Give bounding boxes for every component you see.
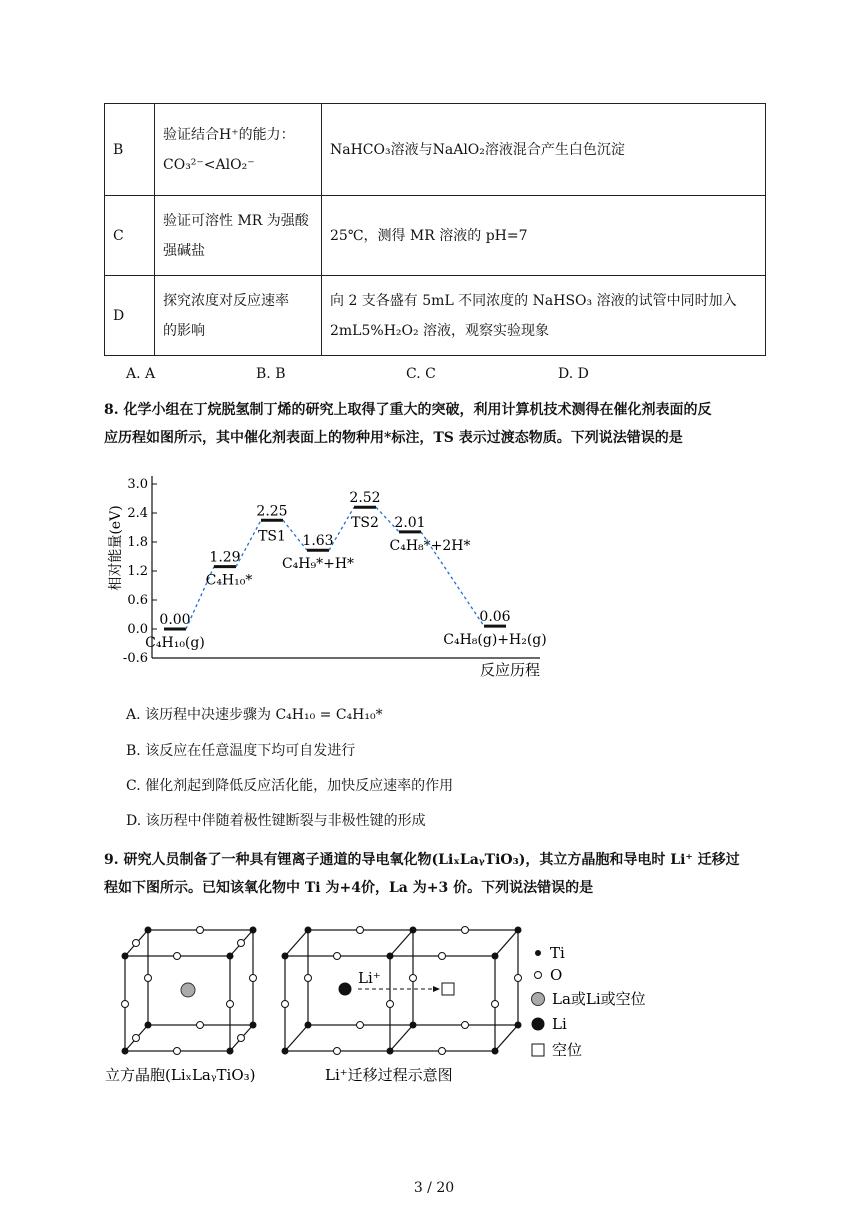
q8-stem: 8. 化学小组在丁烷脱氢制丁烯的研究上取得了重大的突破，利用计算机技术测得在催化剂表面的反 应历程如图所示，其中催化剂表面上的物种用*标注，TS 表示过渡态物质。下列说法错误的是 xyxy=(104,402,712,446)
q9-stem: 9. 研究人员制备了一种具有锂离子通道的导电氧化物(LiₓLaᵧTiO₃)，其立方晶胞和导电时 Li⁺ 迁移过 程如下图所示。已知该氧化物中 Ti 为+4价，La 为+3 价。下列说法错误的是 xyxy=(104,852,740,896)
caption-left: 立方晶胞(LiₓLaᵧTiO₃) xyxy=(105,1066,256,1084)
li-label: Li⁺ xyxy=(358,969,381,987)
choice-b[interactable]: B. B xyxy=(256,366,286,382)
table-row xyxy=(105,104,766,196)
row-purpose: 探究浓度对反应速率 的影响 xyxy=(155,276,322,356)
chart-marks xyxy=(145,490,547,651)
row-operation: NaHCO₃溶液与NaAlO₂溶液混合产生白色沉淀 xyxy=(322,104,766,196)
page-number: 3 / 20 xyxy=(413,1180,455,1196)
y-tick-label: 1.8 xyxy=(127,535,148,550)
row-label: B xyxy=(105,104,155,196)
legend-o: O xyxy=(550,966,563,984)
li-ion xyxy=(339,983,352,996)
energy-value-label: 1.29 xyxy=(209,549,241,566)
table-row xyxy=(105,196,766,276)
migration-diagram xyxy=(285,930,518,1051)
q8-option-b[interactable]: B. 该反应在任意温度下均可自发进行 xyxy=(126,743,356,759)
y-tick-label: 2.4 xyxy=(127,506,148,521)
row-purpose: 验证结合H⁺的能力： CO₃²⁻<AlO₂⁻ xyxy=(155,104,322,196)
energy-value-label: 0.00 xyxy=(159,612,191,628)
vacancy-square xyxy=(442,983,454,995)
species-label: TS2 xyxy=(351,515,379,532)
energy-value-label: 1.63 xyxy=(302,533,334,550)
q8-option-c[interactable]: C. 催化剂起到降低反应活化能，加快反应速率的作用 xyxy=(126,778,454,794)
caption-right: Li⁺迁移过程示意图 xyxy=(325,1066,453,1084)
crystal-figure xyxy=(100,920,680,1095)
migration-atoms xyxy=(282,927,522,1055)
y-tick-label: 0.0 xyxy=(127,622,148,637)
row-label: D xyxy=(105,276,155,356)
y-tick-label: 0.6 xyxy=(127,593,148,608)
species-label: C₄H₁₀(g) xyxy=(145,635,205,651)
row-purpose: 验证可溶性 MR 为强酸 强碱盐 xyxy=(155,196,322,276)
energy-value-label: 2.25 xyxy=(256,503,288,520)
row-operation: 向 2 支各盛有 5mL 不同浓度的 NaHSO₃ 溶液的试管中同时加入 2mL5%H₂O₂ 溶液，观察实验现象 xyxy=(322,276,766,356)
row-operation: 25℃，测得 MR 溶液的 pH=7 xyxy=(322,196,766,276)
legend-ti: Ti xyxy=(550,944,565,962)
q8-option-a[interactable]: A. 该历程中决速步骤为 C₄H₁₀ = C₄H₁₀* xyxy=(126,707,383,723)
species-label: C₄H₁₀* xyxy=(205,572,253,589)
species-label: C₄H₈(g)+H₂(g) xyxy=(443,632,547,649)
options-table xyxy=(104,103,766,356)
legend-vacancy: 空位 xyxy=(552,1041,583,1059)
energy-chart xyxy=(100,468,560,683)
energy-value-label: 2.52 xyxy=(349,490,381,507)
species-label: C₄H₉*+H* xyxy=(281,556,355,573)
choice-d[interactable]: D. D xyxy=(558,366,589,382)
legend-li: Li xyxy=(552,1015,567,1033)
y-axis-label: 相对能量(eV) xyxy=(108,505,124,591)
legend xyxy=(532,944,646,1059)
table-row xyxy=(105,276,766,356)
x-axis-label: 反应历程 xyxy=(479,661,541,679)
legend-la: La或Li或空位 xyxy=(552,990,646,1008)
q8-option-d[interactable]: D. 该历程中伴随着极性键断裂与非极性键的形成 xyxy=(126,813,426,829)
choice-c[interactable]: C. C xyxy=(406,366,436,382)
cubic-cell-atoms xyxy=(122,927,257,1055)
species-label: C₄H₈*+2H* xyxy=(389,537,471,554)
energy-value-label: 0.06 xyxy=(479,609,511,626)
choice-a[interactable]: A. A xyxy=(126,366,156,382)
energy-value-label: 2.01 xyxy=(394,514,426,531)
y-tick-label: 1.2 xyxy=(127,564,148,579)
species-label: TS1 xyxy=(258,528,286,545)
y-tick-label: 3.0 xyxy=(127,477,148,492)
row-label: C xyxy=(105,196,155,276)
y-tick-label: -0.6 xyxy=(122,651,148,666)
